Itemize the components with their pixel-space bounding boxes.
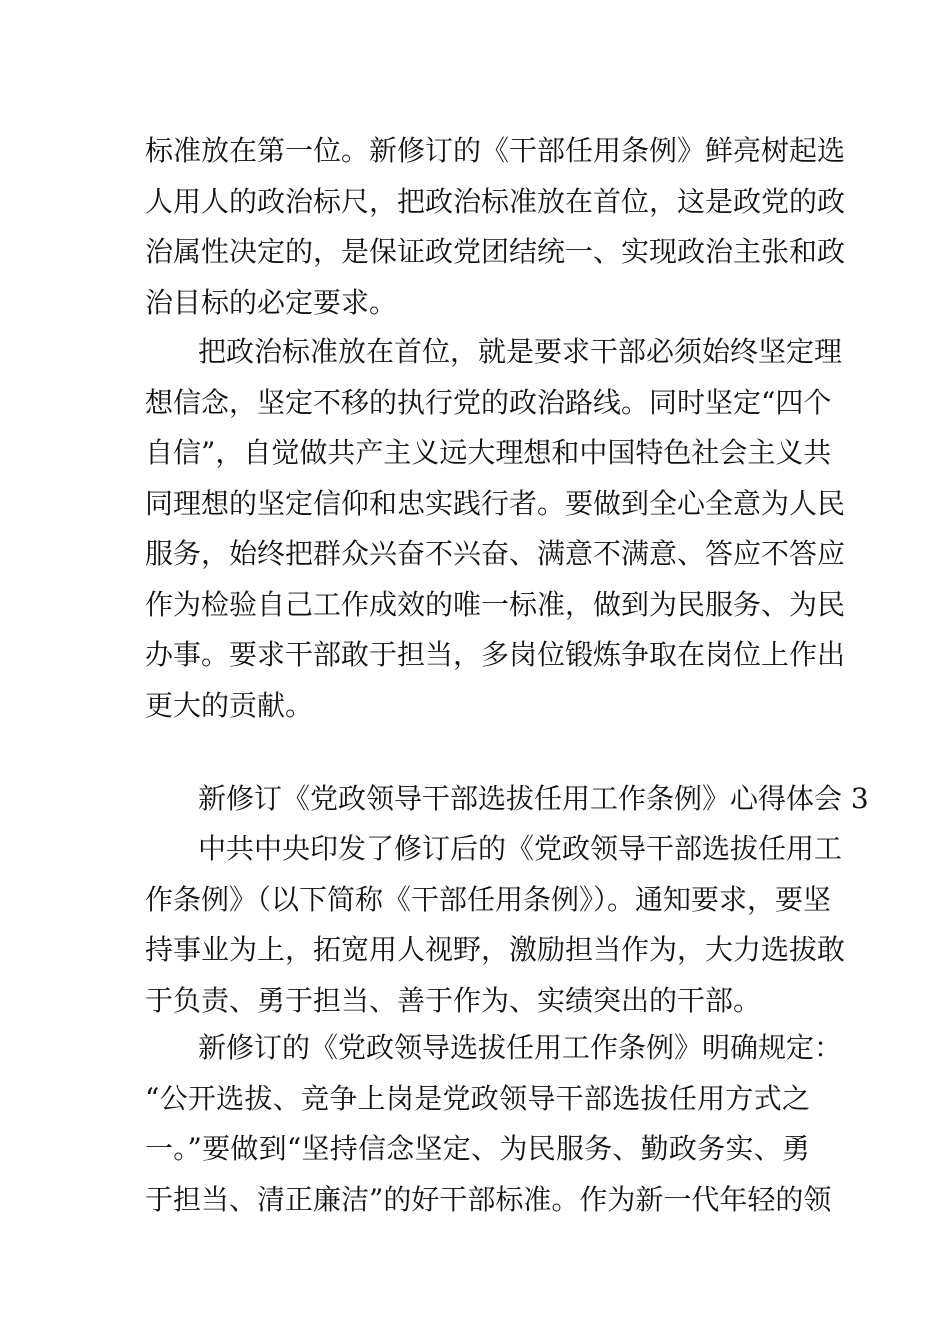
text-line: 治目标的必定要求。 <box>145 285 398 319</box>
text-line: 自信”，自觉做共产主义远大理想和中国特色社会主义共 <box>145 436 832 469</box>
text-line: 于负责、勇于担当、善于作为、实绩突出的干部。 <box>145 983 762 1017</box>
text-line: 把政治标准放在首位，就是要求干部必须始终坚定理 <box>198 335 843 368</box>
text-line: 同理想的坚定信仰和忠实践行者。要做到全心全意为人民 <box>145 486 846 520</box>
text-line: 标准放在第一位。新修订的《干部任用条例》鲜亮树起选 <box>145 134 846 167</box>
text-line: 于担当、清正廉洁”的好干部标准。作为新一代年轻的领 <box>145 1182 832 1216</box>
section-heading <box>145 774 869 825</box>
text-line: 更大的贡献。 <box>145 688 314 722</box>
text-line: 办事。要求干部敢于担当，多岗位锻炼争取在岗位上作出 <box>145 638 846 671</box>
text-line: 一。”要做到“坚持信念坚定、为民服务、勤政务实、勇 <box>145 1132 810 1165</box>
section-title: 新修订《党政领导干部选拔任用工作条例》心得体会 3 <box>198 782 869 815</box>
text-line: 新修订的《党政领导选拔任用工作条例》明确规定： <box>198 1031 843 1064</box>
text-line: “公开选拔、竞争上岗是党政领导干部选拔任用方式之 <box>145 1081 810 1115</box>
text-line: 服务，始终把群众兴奋不兴奋、满意不满意、答应不答应 <box>145 537 846 570</box>
paragraph-regulation-issued <box>145 824 846 1026</box>
text-line: 治属性决定的，是保证政党团结统一、实现政治主张和政 <box>145 235 846 268</box>
text-line: 持事业为上，拓宽用人视野，激励担当作为，大力选拔敢 <box>145 933 846 966</box>
text-line: 作为检验自己工作成效的唯一标准，做到为民服务、为民 <box>145 587 846 621</box>
paragraph-political-standard-first <box>145 327 846 731</box>
text-line: 人用人的政治标尺，把政治标准放在首位，这是政党的政 <box>145 184 846 218</box>
text-line: 作条例》（以下简称《干部任用条例》）。通知要求，要坚 <box>145 882 832 916</box>
text-line: 中共中央印发了修订后的《党政领导干部选拔任用工 <box>198 832 843 865</box>
paragraph-political-standard-continuation <box>145 126 846 328</box>
paragraph-open-selection <box>145 1023 843 1225</box>
text-line: 想信念，坚定不移的执行党的政治路线。同时坚定“四个 <box>145 385 832 419</box>
